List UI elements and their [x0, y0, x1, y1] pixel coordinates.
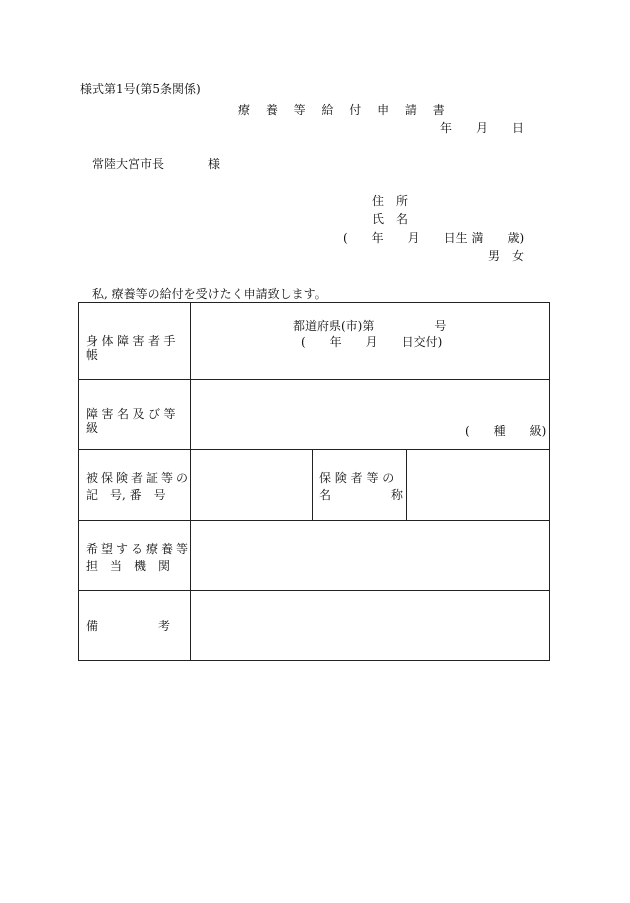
disability-handbook-label: 身体障害者手帳: [86, 334, 180, 362]
sex-line: 男 女: [488, 249, 525, 263]
row-divider: [79, 379, 549, 380]
form-title: 療 養 等 給 付 申 請 書: [238, 103, 451, 117]
statement: 私, 療養等の給付を受けたく申請致します。: [92, 287, 327, 301]
row-divider: [79, 449, 549, 450]
preferred-institution-label-line1: 希望する療養等: [86, 542, 192, 556]
handbook-issue-date-line: ( 年 月 日交付): [301, 335, 443, 349]
insurance-card-label-line1: 被保険者証等の: [86, 471, 192, 485]
disability-grade-value: ( 種 級): [465, 424, 547, 438]
disability-grade-label: 障害名及び等級: [86, 407, 180, 435]
application-table: [78, 302, 550, 661]
remarks-label: 備 考: [86, 619, 171, 633]
insurance-card-label-line2: 記 号, 番 号: [86, 488, 166, 502]
addressee-honorific: 様: [208, 157, 221, 171]
insurer-name-label-line1: 保 険 者 等 の: [319, 471, 395, 485]
applicant-name-label: 氏 名: [372, 212, 409, 226]
addressee-name: 常陸大宮市長: [92, 157, 165, 171]
insurer-name-label-line2: 名 称: [319, 488, 404, 502]
birth-line: ( 年 月 日生 満 歳): [343, 231, 525, 245]
date-line: 年 月 日: [440, 121, 525, 135]
preferred-institution-label-line2: 担 当 機 関: [86, 559, 171, 573]
address-label: 住 所: [372, 194, 409, 208]
row-divider: [79, 520, 549, 521]
column-divider: [406, 449, 407, 520]
form-number: 様式第1号(第5条関係): [80, 82, 201, 96]
handbook-number-line: 都道府県(市)第 号: [293, 319, 447, 333]
column-divider: [312, 449, 313, 520]
row-divider: [79, 590, 549, 591]
